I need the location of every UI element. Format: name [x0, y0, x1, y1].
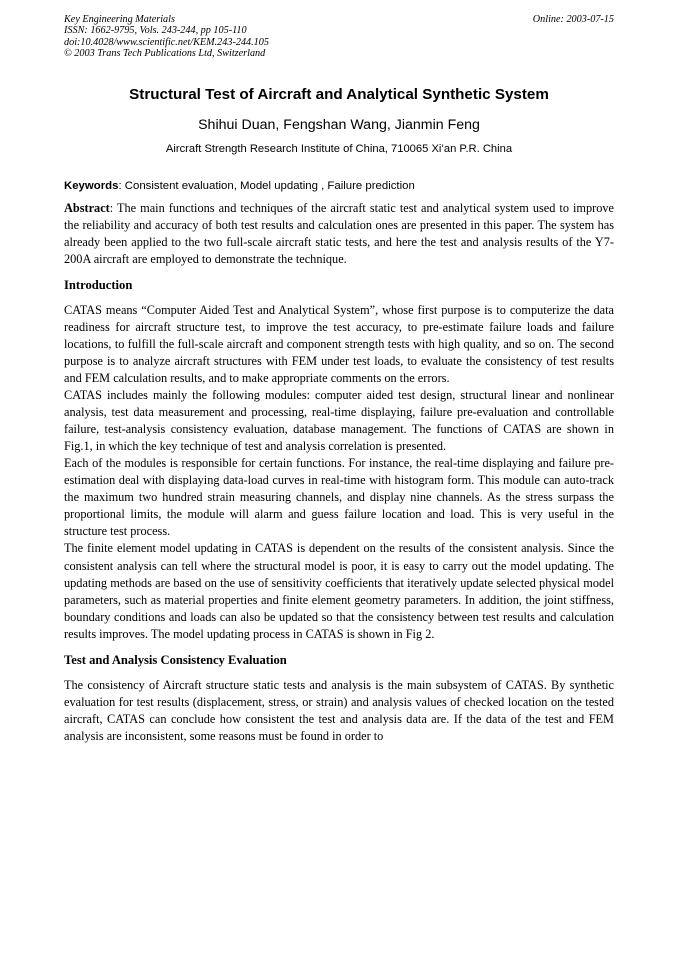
paragraph: CATAS includes mainly the following modules: computer aided test design, structural linear and nonlinear analysis, test data measurement and processing, real-time displaying, failure pre-evaluation and controllable failure, test-analysis consistency evaluation, database management. The functions of CATAS are shown in Fig.1, in which the key technique of test and analysis correlation is presented. — [64, 388, 614, 454]
keywords — [64, 179, 614, 194]
keywords-label: Keywords — [64, 179, 119, 192]
abstract-label: Abstract — [64, 200, 110, 215]
paper-page — [64, 14, 614, 745]
paper-authors: Shihui Duan, Fengshan Wang, Jianmin Feng — [198, 116, 480, 133]
paragraph: Each of the modules is responsible for certain functions. For instance, the real-time displaying and failure pre-estimation deal with displaying data-load curves in real-time with histogram form. This module can auto-track the maximum two hundred strain measuring channels, and display nine channels. As the stress surpass the proportional limits, the module will alarm and guess failure location and load. This is very useful in the structure test process. — [64, 456, 614, 539]
abstract — [64, 200, 614, 268]
copyright-line: © 2003 Trans Tech Publications Ltd, Switzerland — [64, 48, 266, 60]
section-body — [64, 677, 614, 745]
keywords-text: : Consistent evaluation, Model updating , Failure prediction — [118, 179, 415, 192]
section-heading: Test and Analysis Consistency Evaluation — [64, 652, 287, 667]
section-body — [64, 302, 614, 643]
section-heading: Introduction — [64, 277, 133, 292]
journal-name: Key Engineering Materials — [64, 14, 175, 25]
abstract-text: : The main functions and techniques of the aircraft static test and analytical system used to improve the reliability and accuracy of both test results and calculation ones are presented in this paper. The system has already been applied to the two full-scale aircraft static tests, and here the test and analysis results of the Y7-200A aircraft are employed to demonstrate the technique. — [64, 200, 614, 266]
paragraph: The finite element model updating in CATAS is dependent on the results of the consistent analysis. Since the consistent analysis can tell where the structural model is poor, it is easy to carry out the model updating. The updating methods are based on the use of sensitivity coefficients that iteratively update selected physical model parameters, such as material properties and finite element geometry parameters. In addition, the joint stiffness, boundary conditions and loads can also be updated so that the consistency between test results and calculation results improves. The model updating process in CATAS is shown in Fig 2. — [64, 541, 614, 641]
paper-title: Structural Test of Aircraft and Analytical Synthetic System — [129, 85, 549, 103]
paragraph: The consistency of Aircraft structure static tests and analysis is the main subsystem of CATAS. By synthetic evaluation for test results (displacement, stress, or strain) and analysis values of checked location on the tested aircraft, CATAS can conclude how consistent the test and analysis data are. If the data of the test and FEM analysis are inconsistent, some reasons must be found in order to — [64, 677, 614, 743]
paragraph: CATAS means “Computer Aided Test and Analytical System”, whose first purpose is to computerize the data readiness for aircraft structure test, to improve the test accuracy, to pre-estimate failure loads and failure locations, to fulfill the full-scale aircraft and component strength tests with high quality, and so on. The second purpose is to analyze aircraft structures with FEM under test loads, to evaluate the consistency of test results and FEM calculation results, and to make appropriate comments on the errors. — [64, 302, 614, 385]
doi-line: doi:10.4028/www.scientific.net/KEM.243-244.105 — [64, 36, 269, 48]
online-date: Online: 2003-07-15 — [532, 14, 614, 25]
journal-header — [64, 14, 614, 60]
issn-line: ISSN: 1662-9795, Vols. 243-244, pp 105-110 — [64, 25, 247, 37]
paper-affiliation: Aircraft Strength Research Institute of China, 710065 Xi’an P.R. China — [165, 142, 513, 155]
